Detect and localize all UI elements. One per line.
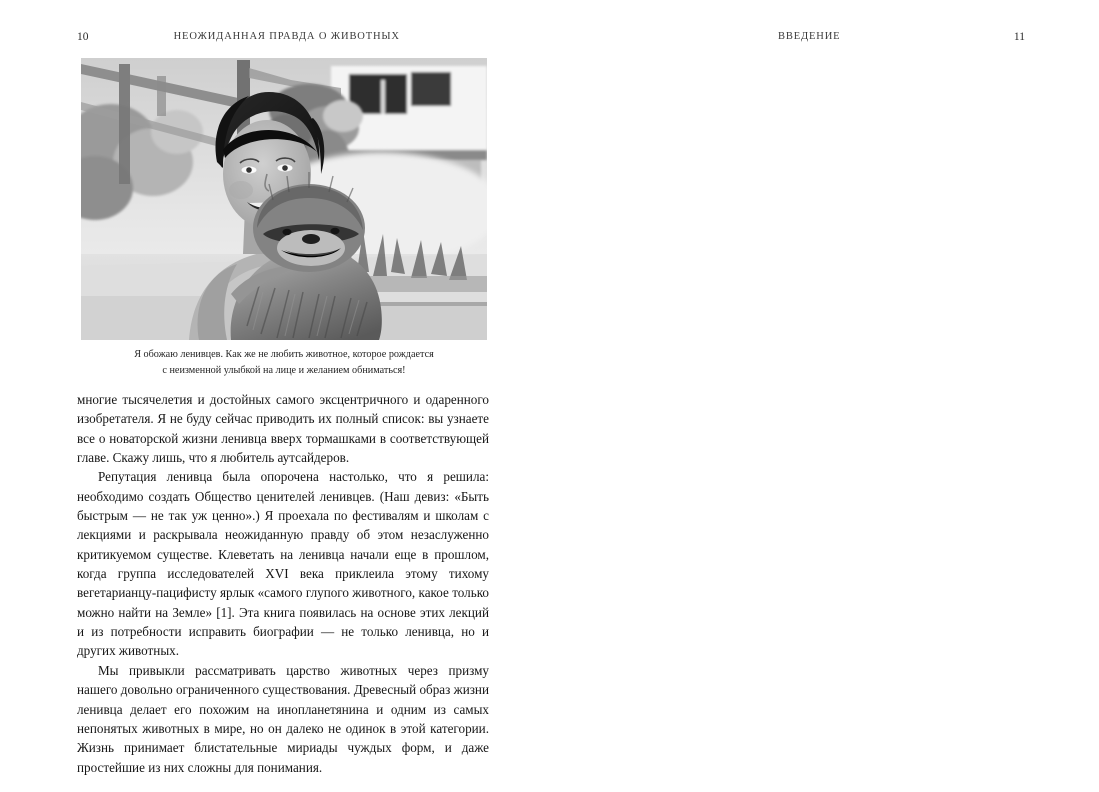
paragraph: Мы привыкли рассматривать царство животных через призму нашего довольно ограниченного существования. Древесный образ жизни ленивца делает его похожим на инопланетянина и одним из самых непонятых животных в мире, но он далеко не одинок в этой категории. Жизнь принимает блистательные мириады чуждых форм, и даже простейшие из них сложны для понимания.: [77, 661, 489, 777]
figure-sloth-photo: [81, 58, 487, 340]
left-page-body-text: [77, 390, 489, 777]
woman-holding-sloth-photo: [81, 58, 487, 340]
running-head-right: ВВЕДЕНИЕ: [550, 31, 1070, 45]
paragraph: Репутация ленивца была опорочена настолько, что я решила: необходимо создать Общество ценителей ленивцев. (Наш девиз: «Быть быстрым — не так уж ценно».) Я проехала по фестивалям и школам с лекциями и раскрывала неожиданную правду об этом незаслуженно критикуемом существе. Клеветать на ленивца начали еще в прошлом, когда группа исследователей XVI века приклеила этому тихому вегетарианцу-пацифисту ярлык «самого глупого животного, какое только можно найти на Земле» [1]. Эта книга появилась на основе этих лекций и из потребности исправить биографии — не только ленивца, но и других животных.: [77, 467, 489, 660]
running-head-left: НЕОЖИДАННАЯ ПРАВДА О ЖИВОТНЫХ: [24, 31, 550, 45]
page-right: [550, 0, 1099, 783]
paragraph: многие тысячелетия и достойных самого эксцентричного и одаренного изобретателя. Я не буду сейчас приводить их полный список: вы узнаете все о новаторской жизни ленивца вверх тормашками в соответствующей главе. Скажу лишь, что я любитель аутсайдеров.: [77, 390, 489, 467]
caption-line-2: с неизменной улыбкой на лице и желанием обниматься!: [162, 365, 405, 376]
caption-line-1: Я обожаю ленивцев. Как же не любить животное, которое рождается: [134, 349, 434, 360]
figure-caption: [81, 347, 487, 378]
page-number-left: 10: [77, 31, 89, 45]
page-number-right: 11: [1014, 31, 1025, 45]
page-left: [0, 0, 550, 783]
